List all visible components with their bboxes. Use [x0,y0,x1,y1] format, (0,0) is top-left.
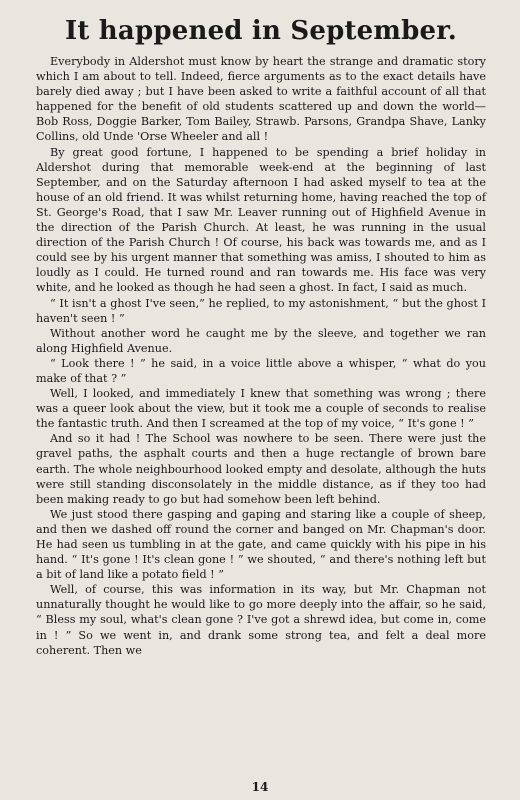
article-body [36,54,486,658]
paragraph: We just stood there gasping and gaping and staring like a couple of sheep, and then we dashed off round the corner and banged on Mr. Chapman's door. He had seen us tumbling in at the gate, and came quickly with his pipe in his hand. “ It's gone ! It's clean gone ! ” we shouted, “ and there's nothing left but a bit of land like a potato field ! ” [36,507,486,582]
paragraph: Without another word he caught me by the sleeve, and together we ran along Highfield Avenue. [36,326,486,355]
paragraph: Well, of course, this was information in its way, but Mr. Chapman not unnaturally thought he would like to go more deeply into the affair, so he said, “ Bless my soul, what's clean gone ? I've got a shrewd idea, but come in, come in ! ” So we went in, and drank some strong tea, and felt a deal more coherent. Then we [36,583,486,657]
page-number: 14 [251,780,269,794]
paragraph: And so it had ! The School was nowhere to be seen. There were just the gravel paths, the asphalt courts and then a huge rectangle of brown bare earth. The whole neighbourhood looked empty and desolate, although the huts were still standing disconsolately in the middle distance, as if they too had been making ready to go but had somehow been left behind. [36,432,486,506]
paragraph: Well, I looked, and immediately I knew that something was wrong ; there was a queer look about the view, but it took me a couple of seconds to realise the fantastic truth. And then I screamed at the top of my voice, “ It's gone ! ” [36,387,486,431]
page-title: It happened in September. [64,16,458,46]
paragraph: By great good fortune, I happened to be spending a brief holiday in Aldershot during that memorable week-end at the beginning of last September, and on the Saturday afternoon I had asked myself to tea at the house of an old friend. It was whilst returning home, having reached the top of St. George's Road, that I saw Mr. Leaver running out of Highfield Avenue in the direction of the Parish Church. At least, he was running in the usual direction of the Parish Church ! Of course, his back was towards me, and as I could see by his urgent manner that something was amiss, I shouted to him as loudly as I could. He turned round and ran towards me. His face was very white, and he looked as though he had seen a ghost. In fact, I said as much. [36,145,486,295]
paragraph: “ It isn't a ghost I've seen,” he replied, to my astonishment, “ but the ghost I haven't seen ! ” [36,296,486,325]
paragraph: Everybody in Aldershot must know by heart the strange and dramatic story which I am about to tell. Indeed, fierce arguments as to the exact details have barely died away ; but I have been asked to write a faithful account of all that happened for the benefit of old students scattered up and down the world—Bob Ross, Doggie Barker, Tom Bailey, Strawb. Parsons, Grandpa Shave, Lanky Collins, old Unde 'Orse Wheeler and all ! [36,55,486,144]
paragraph: “ Look there ! ” he said, in a voice little above a whisper, “ what do you make of that ? ” [36,356,486,385]
